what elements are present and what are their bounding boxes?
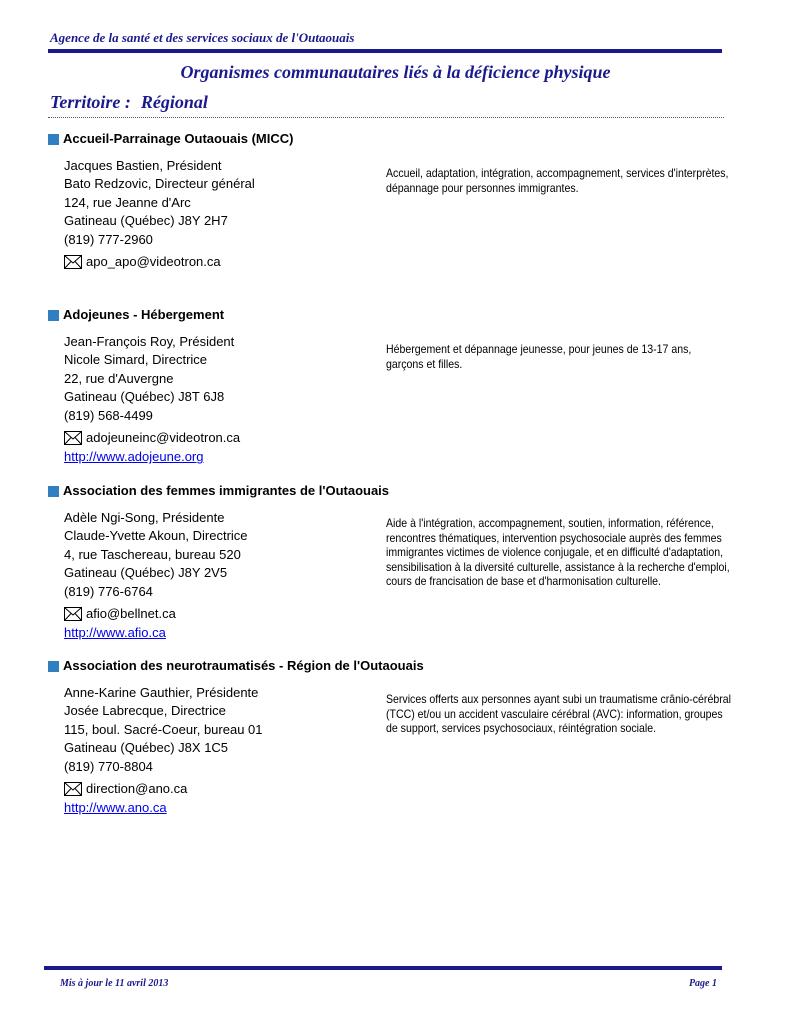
org-contact — [64, 333, 240, 467]
org-contact — [64, 509, 248, 643]
org-name: Adojeunes - Hébergement — [63, 307, 225, 322]
organization-entry — [48, 658, 731, 816]
org-city: Gatineau (Québec) J8Y 2V5 — [64, 565, 228, 581]
org-header — [48, 483, 728, 501]
org-director: Bato Redzovic, Directeur général — [64, 176, 255, 192]
org-name: Association des neurotraumatisés - Région de l'Outaouais — [63, 658, 424, 673]
org-phone: (819) 568-4499 — [64, 407, 153, 423]
page-number: Page 1 — [688, 978, 717, 989]
bullet-square-icon — [48, 310, 59, 321]
update-date: Mis à jour le 11 avril 2013 — [60, 978, 169, 989]
bullet-square-icon — [48, 661, 59, 672]
org-president: Anne-Karine Gauthier, Présidente — [64, 685, 259, 700]
org-city: Gatineau (Québec) J8X 1C5 — [64, 740, 229, 756]
org-director: Claude-Yvette Akoun, Directrice — [64, 528, 248, 544]
org-president: Jacques Bastien, Président — [64, 158, 222, 173]
page-title: Organismes communautaires liés à la déficience physique — [180, 62, 611, 82]
org-phone: (819) 776-6764 — [64, 583, 153, 599]
org-email-line[interactable] — [64, 780, 263, 798]
org-name: Association des femmes immigrantes de l'Outaouais — [63, 483, 390, 498]
org-email-line[interactable] — [64, 429, 240, 447]
org-contact — [64, 157, 255, 271]
agency-name: Agence de la santé et des services sociaux de l'Outaouais — [50, 30, 355, 45]
org-email-line[interactable] — [64, 253, 255, 271]
org-president: Jean-François Roy, Président — [64, 334, 235, 349]
envelope-icon — [64, 607, 82, 621]
org-president: Adèle Ngi-Song, Présidente — [64, 510, 225, 525]
org-address: 115, boul. Sacré-Coeur, bureau 01 — [64, 721, 263, 737]
org-city: Gatineau (Québec) J8Y 2H7 — [64, 213, 228, 229]
org-website-link[interactable]: http://www.ano.ca — [64, 800, 167, 816]
bullet-square-icon — [48, 486, 59, 497]
org-address: 124, rue Jeanne d'Arc — [64, 194, 191, 210]
org-name: Accueil-Parrainage Outaouais (MICC) — [63, 131, 294, 146]
org-email[interactable]: afio@bellnet.ca — [86, 606, 176, 622]
footer-rule — [44, 966, 722, 970]
org-email[interactable]: adojeuneinc@videotron.ca — [86, 430, 241, 446]
envelope-icon — [64, 255, 82, 269]
bullet-square-icon — [48, 134, 59, 145]
org-description: Aide à l'intégration, accompagnement, soutien, information, référence, rencontres thématiques, intervention psychosociale auprès des femmes immigrantes victimes de violence conjugale, et en difficulté d'adaptation, sensibilisation à la diversité culturelle, assistance à la recherche d'emploi, cours de francisation de base et d'harmonisation culturelle. — [386, 516, 730, 589]
org-contact — [64, 684, 263, 818]
territory-label: Territoire : — [50, 92, 131, 112]
org-director: Josée Labrecque, Directrice — [64, 703, 226, 719]
org-header — [48, 658, 728, 676]
org-email[interactable]: direction@ano.ca — [86, 781, 188, 797]
org-email[interactable]: apo_apo@videotron.ca — [86, 254, 221, 270]
org-phone: (819) 770-8804 — [64, 758, 153, 774]
organization-entry — [48, 483, 730, 641]
org-description: Accueil, adaptation, intégration, accompagnement, services d'interprètes, dépannage pour personnes immigrantes. — [386, 166, 729, 195]
org-header — [48, 307, 728, 325]
org-phone: (819) 777-2960 — [64, 231, 153, 247]
territory-heading — [50, 92, 208, 113]
org-description: Services offerts aux personnes ayant subi un traumatisme crânio-cérébral (TCC) et/ou un accident vasculaire cérébral (AVC): information, groupes de support, services psychosociaux, réintégration sociale. — [386, 692, 731, 736]
org-city: Gatineau (Québec) J8T 6J8 — [64, 389, 225, 405]
org-address: 4, rue Taschereau, bureau 520 — [64, 546, 241, 562]
dotted-divider — [48, 117, 724, 118]
organization-entry — [48, 131, 729, 270]
org-address: 22, rue d'Auvergne — [64, 370, 174, 386]
envelope-icon — [64, 431, 82, 445]
org-website-link[interactable]: http://www.adojeune.org — [64, 449, 204, 465]
header-rule — [48, 49, 722, 53]
territory-value: Régional — [140, 92, 208, 112]
org-email-line[interactable] — [64, 605, 248, 623]
org-website-link[interactable]: http://www.afio.ca — [64, 625, 166, 641]
org-header — [48, 131, 728, 149]
envelope-icon — [64, 782, 82, 796]
org-description: Hébergement et dépannage jeunesse, pour jeunes de 13-17 ans, garçons et filles. — [386, 342, 692, 371]
org-director: Nicole Simard, Directrice — [64, 352, 208, 368]
organization-entry — [48, 307, 728, 465]
